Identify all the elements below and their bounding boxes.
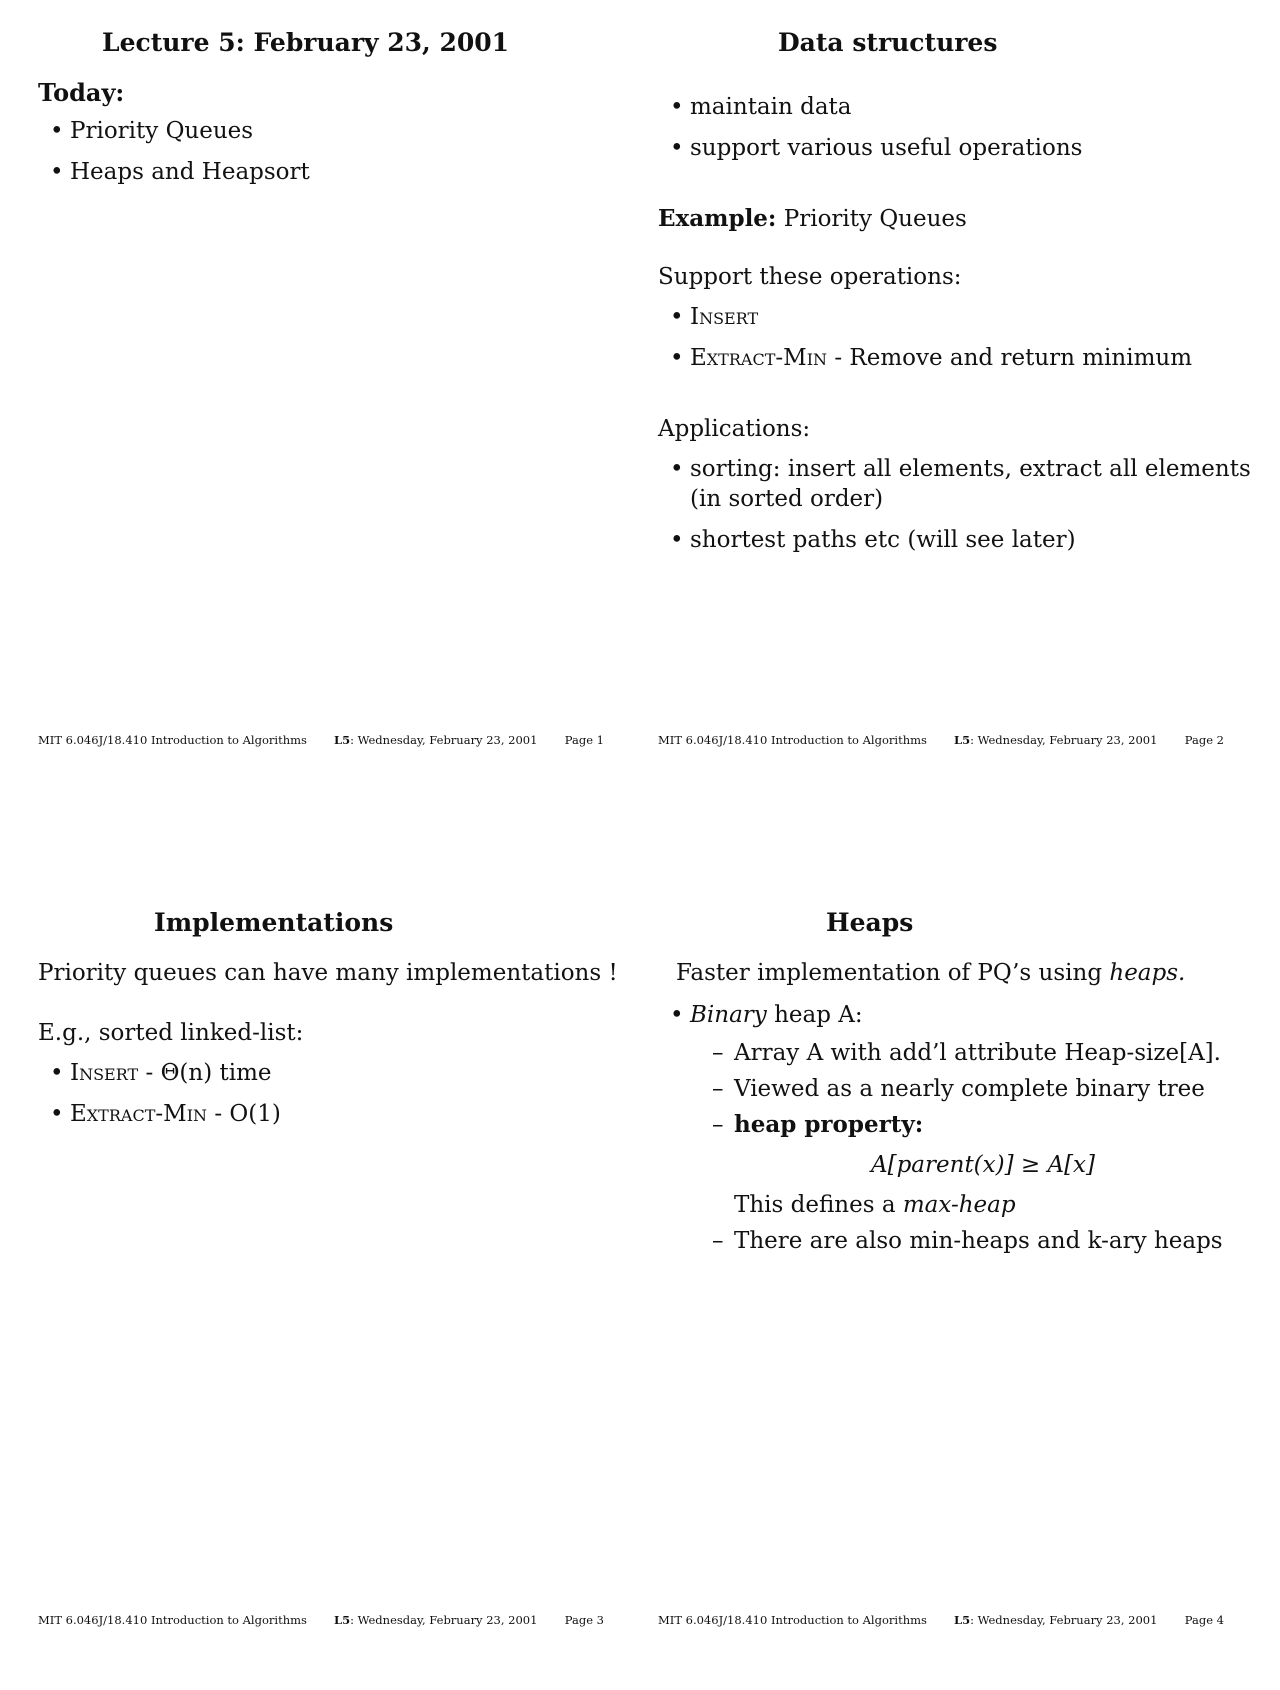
bullet-icon: • bbox=[50, 1101, 64, 1127]
list-item: • Binary heap A: – Array A with add’l attribute Heap-size[A]. – Viewed as a nearly complete binary tree – heap property: A[parent(x)] ≥ A[x] This defines a max-heap – There are also min-heaps and k-ary heaps bbox=[670, 1000, 1276, 1256]
footer-course: MIT 6.046J/18.410 Introduction to Algorithms bbox=[38, 733, 307, 747]
slide-title: Lecture 5: February 23, 2001 bbox=[102, 28, 510, 57]
footer-course: MIT 6.046J/18.410 Introduction to Algorithms bbox=[658, 1613, 927, 1627]
slide-body bbox=[38, 78, 638, 198]
intro-line: Priority queues can have many implementations ! bbox=[38, 960, 618, 986]
bullet-icon: • bbox=[670, 527, 684, 553]
footer-date: L5: Wednesday, February 23, 2001 bbox=[334, 1613, 538, 1627]
list-item: – Viewed as a nearly complete binary tree bbox=[712, 1076, 1205, 1102]
bullet-icon: • bbox=[670, 1002, 684, 1028]
footer-date: L5: Wednesday, February 23, 2001 bbox=[954, 1613, 1158, 1627]
bullet-icon: • bbox=[670, 304, 684, 330]
slide-body bbox=[38, 958, 638, 1140]
example-line: E.g., sorted linked-list: bbox=[38, 1020, 304, 1046]
list-item: • support various useful operations bbox=[670, 135, 1083, 161]
list-item: • Insert bbox=[670, 304, 759, 330]
bullet-icon: • bbox=[50, 118, 64, 144]
list-item: • Heaps and Heapsort bbox=[50, 159, 310, 185]
list-item: • Priority Queues bbox=[50, 118, 254, 144]
applications-list bbox=[670, 454, 1258, 555]
apps-intro: Applications: bbox=[658, 416, 811, 442]
slide-body bbox=[670, 958, 1276, 1267]
list-item: • Insert - Θ(n) time bbox=[50, 1060, 272, 1086]
intro-line: Faster implementation of PQ’s using heaps. bbox=[676, 960, 1186, 986]
slide-title: Data structures bbox=[778, 28, 998, 57]
list-item: – There are also min-heaps and k-ary heaps bbox=[712, 1228, 1223, 1254]
slide-2 bbox=[658, 20, 1278, 810]
list-item: • maintain data bbox=[670, 94, 852, 120]
footer-page: Page 4 bbox=[1184, 1613, 1224, 1627]
example-line: Example: Priority Queues bbox=[658, 205, 967, 232]
dash-icon: – bbox=[712, 1228, 724, 1254]
list-item: • Extract-Min - Remove and return minimum bbox=[670, 345, 1193, 371]
footer-course: MIT 6.046J/18.410 Introduction to Algorithms bbox=[658, 733, 927, 747]
operations-list bbox=[50, 1058, 638, 1129]
sub-list bbox=[712, 1226, 1276, 1256]
bullet-list bbox=[670, 1000, 1276, 1256]
list-item: • shortest paths etc (will see later) bbox=[670, 527, 1076, 553]
list-item: • Extract-Min - O(1) bbox=[50, 1101, 281, 1127]
bullet-icon: • bbox=[670, 345, 684, 371]
footer-date: L5: Wednesday, February 23, 2001 bbox=[334, 733, 538, 747]
sub-list bbox=[712, 1038, 1276, 1140]
footer-date: L5: Wednesday, February 23, 2001 bbox=[954, 733, 1158, 747]
footer-page: Page 1 bbox=[564, 733, 604, 747]
bullet-list bbox=[670, 92, 1258, 163]
bullet-icon: • bbox=[670, 94, 684, 120]
slide-title: Heaps bbox=[826, 908, 914, 937]
bullet-icon: • bbox=[670, 456, 684, 482]
footer-page: Page 3 bbox=[564, 1613, 604, 1627]
bullet-icon: • bbox=[50, 1060, 64, 1086]
dash-icon: – bbox=[712, 1112, 724, 1138]
dash-icon: – bbox=[712, 1040, 724, 1066]
list-item: • sorting: insert all elements, extract all elements (in sorted order) bbox=[670, 456, 1251, 512]
list-item: – Array A with add’l attribute Heap-size[A]. bbox=[712, 1040, 1221, 1066]
heap-property-equation: A[parent(x)] ≥ A[x] bbox=[871, 1152, 1095, 1178]
max-heap-line: This defines a max-heap bbox=[734, 1192, 1016, 1218]
today-heading: Today: bbox=[38, 78, 125, 107]
slide-1 bbox=[38, 20, 658, 810]
slide-title: Implementations bbox=[154, 908, 394, 937]
footer-page: Page 2 bbox=[1184, 733, 1224, 747]
list-item: – heap property: bbox=[712, 1111, 924, 1138]
bullet-icon: • bbox=[50, 159, 64, 185]
slide-4 bbox=[658, 900, 1278, 1690]
footer-course: MIT 6.046J/18.410 Introduction to Algorithms bbox=[38, 1613, 307, 1627]
ops-intro: Support these operations: bbox=[658, 264, 962, 290]
slide-3 bbox=[38, 900, 658, 1690]
operations-list bbox=[670, 302, 1258, 373]
bullet-icon: • bbox=[670, 135, 684, 161]
dash-icon: – bbox=[712, 1076, 724, 1102]
bullet-list bbox=[50, 116, 638, 187]
slide-body bbox=[658, 92, 1258, 566]
